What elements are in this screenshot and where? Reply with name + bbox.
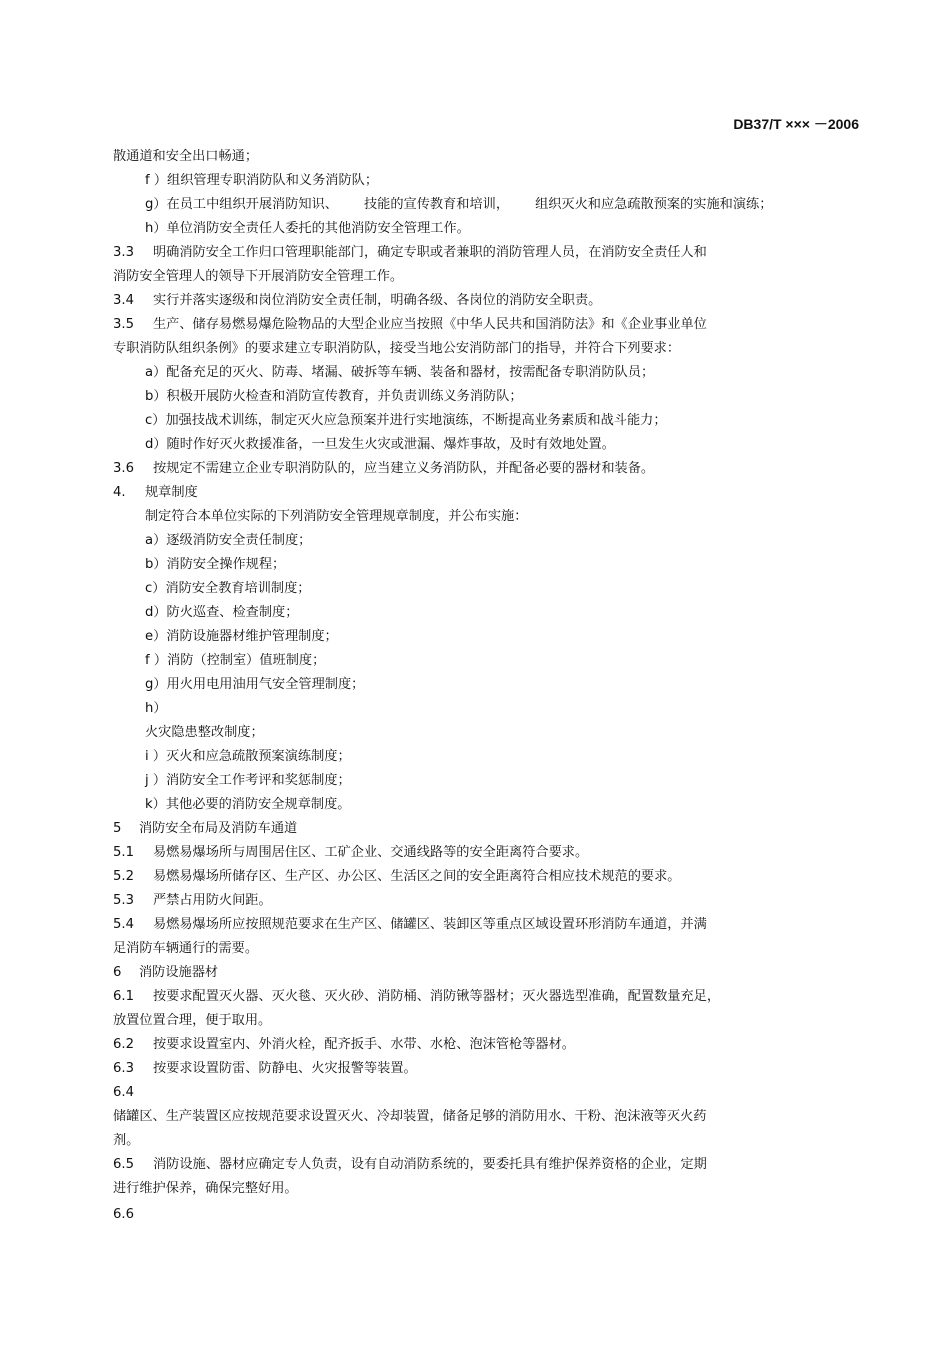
list-item-part: 组织灭火和应急疏散预案的实施和演练；	[535, 197, 773, 212]
list-item: a）配备充足的灭火、防毒、堵漏、破拆等车辆、装备和器材，按需配备专职消防队员；	[145, 365, 655, 380]
clause-number: 6.5	[113, 1157, 134, 1172]
list-item: k）其他必要的消防安全规章制度。	[145, 797, 351, 812]
clause-number: 6.3	[113, 1061, 134, 1076]
clause-text: 易燃易爆场所与周围居住区、工矿企业、交通线路等的安全距离符合要求。	[153, 845, 589, 860]
list-item: d）随时作好灭火救援准备，一旦发生火灾或泄漏、爆炸事故，及时有效地处置。	[145, 437, 615, 452]
clause-number: 5.2	[113, 869, 134, 884]
list-item	[145, 196, 772, 214]
clause	[113, 892, 272, 910]
clause-text: 严禁占用防火间距。	[153, 893, 272, 908]
clause	[113, 316, 707, 334]
list-item: b）消防安全操作规程；	[145, 557, 286, 572]
clause	[113, 1156, 707, 1174]
clause-number: 3.5	[113, 317, 134, 332]
list-item: f ）组织管理专职消防队和义务消防队；	[145, 173, 379, 188]
list-item: g）用火用电用油用气安全管理制度；	[145, 677, 365, 692]
text-line: 制定符合本单位实际的下列消防安全管理规章制度，并公布实施：	[145, 509, 528, 524]
clause-number: 3.3	[113, 245, 134, 260]
clause-number: 6.6	[113, 1207, 134, 1222]
clause	[113, 916, 707, 934]
list-item-part: 技能的宣传教育和培训，	[364, 197, 510, 212]
section-number: 6	[113, 965, 122, 980]
clause-text: 易燃易爆场所储存区、生产区、办公区、生活区之间的安全距离符合相应技术规范的要求。	[153, 869, 681, 884]
section-title: 消防安全布局及消防车通道	[139, 821, 298, 836]
clause-text: 明确消防安全工作归口管理职能部门，确定专职或者兼职的消防管理人员，在消防安全责任人和	[153, 245, 707, 260]
text-line: 进行维护保养，确保完整好用。	[113, 1181, 298, 1196]
list-item: h）	[145, 701, 167, 716]
list-item: f ）消防（控制室）值班制度；	[145, 653, 326, 668]
clause-number: 5.4	[113, 917, 134, 932]
list-item: c）消防安全教育培训制度；	[145, 581, 311, 596]
section-number: 5	[113, 821, 122, 836]
clause	[113, 244, 707, 262]
clause-text: 易燃易爆场所应按照规范要求在生产区、储罐区、装卸区等重点区域设置环形消防车通道，并满	[153, 917, 707, 932]
list-item: e）消防设施器材维护管理制度；	[145, 629, 338, 644]
list-item: i ）灭火和应急疏散预案演练制度；	[145, 749, 351, 764]
text-line: 剂。	[113, 1133, 140, 1148]
list-item: h）单位消防安全责任人委托的其他消防安全管理工作。	[145, 221, 470, 236]
clause-text: 消防设施、器材应确定专人负责，设有自动消防系统的，要委托具有维护保养资格的企业，定期	[153, 1157, 707, 1172]
text-line: 放置位置合理，便于取用。	[113, 1013, 272, 1028]
text-line: 专职消防队组织条例》的要求建立专职消防队，接受当地公安消防部门的指导，并符合下列要求：	[113, 341, 681, 356]
clause-text: 按要求配置灭火器、灭火毯、灭火砂、消防桶、消防锹等器材；灭火器选型准确，配置数量充足，	[153, 989, 721, 1004]
section-title: 消防设施器材	[139, 965, 219, 980]
clause-number: 5.1	[113, 845, 134, 860]
clause-number: 6.2	[113, 1037, 134, 1052]
section-heading	[113, 964, 218, 982]
document-code-header: DB37/T ××× －2006	[733, 116, 859, 132]
clause-number: 3.4	[113, 293, 134, 308]
text-line: 散通道和安全出口畅通；	[113, 149, 259, 164]
clause-number: 6.1	[113, 989, 134, 1004]
list-item: b）积极开展防火检查和消防宣传教育，并负责训练义务消防队；	[145, 389, 523, 404]
clause	[113, 292, 601, 310]
clause-number: 6.4	[113, 1085, 134, 1100]
text-line: 消防安全管理人的领导下开展消防安全管理工作。	[113, 269, 404, 284]
section-number: 4.	[113, 485, 126, 500]
text-line: 储罐区、生产装置区应按规范要求设置灭火、冷却装置，储备足够的消防用水、干粉、泡沫液等灭火药	[113, 1109, 707, 1124]
list-item: a）逐级消防安全责任制度；	[145, 533, 312, 548]
clause-text: 按规定不需建立企业专职消防队的，应当建立义务消防队，并配备必要的器材和装备。	[153, 461, 655, 476]
clause-text: 生产、储存易燃易爆危险物品的大型企业应当按照《中华人民共和国消防法》和《企业事业单位	[153, 317, 707, 332]
list-item-part: g）在员工中组织开展消防知识、	[145, 197, 338, 212]
text-line: 足消防车辆通行的需要。	[113, 941, 259, 956]
clause-number: 3.6	[113, 461, 134, 476]
list-item: d）防火巡查、检查制度；	[145, 605, 299, 620]
clause	[113, 460, 654, 478]
clause-text: 按要求设置防雷、防静电、火灾报警等装置。	[153, 1061, 417, 1076]
clause-text: 实行并落实逐级和岗位消防安全责任制，明确各级、各岗位的消防安全职责。	[153, 293, 602, 308]
list-item: j ）消防安全工作考评和奖惩制度；	[145, 773, 351, 788]
clause-text: 按要求设置室内、外消火栓，配齐扳手、水带、水枪、泡沫管枪等器材。	[153, 1037, 575, 1052]
clause	[113, 868, 681, 886]
list-item: c）加强技战术训练，制定灭火应急预案并进行实地演练，不断提高业务素质和战斗能力；	[145, 413, 667, 428]
clause-number: 5.3	[113, 893, 134, 908]
section-heading	[113, 820, 297, 838]
list-item: 火灾隐患整改制度；	[145, 725, 264, 740]
clause	[113, 1036, 575, 1054]
clause	[113, 844, 588, 862]
section-heading	[113, 484, 198, 502]
clause	[113, 988, 720, 1006]
section-title: 规章制度	[145, 485, 198, 500]
clause	[113, 1060, 417, 1078]
